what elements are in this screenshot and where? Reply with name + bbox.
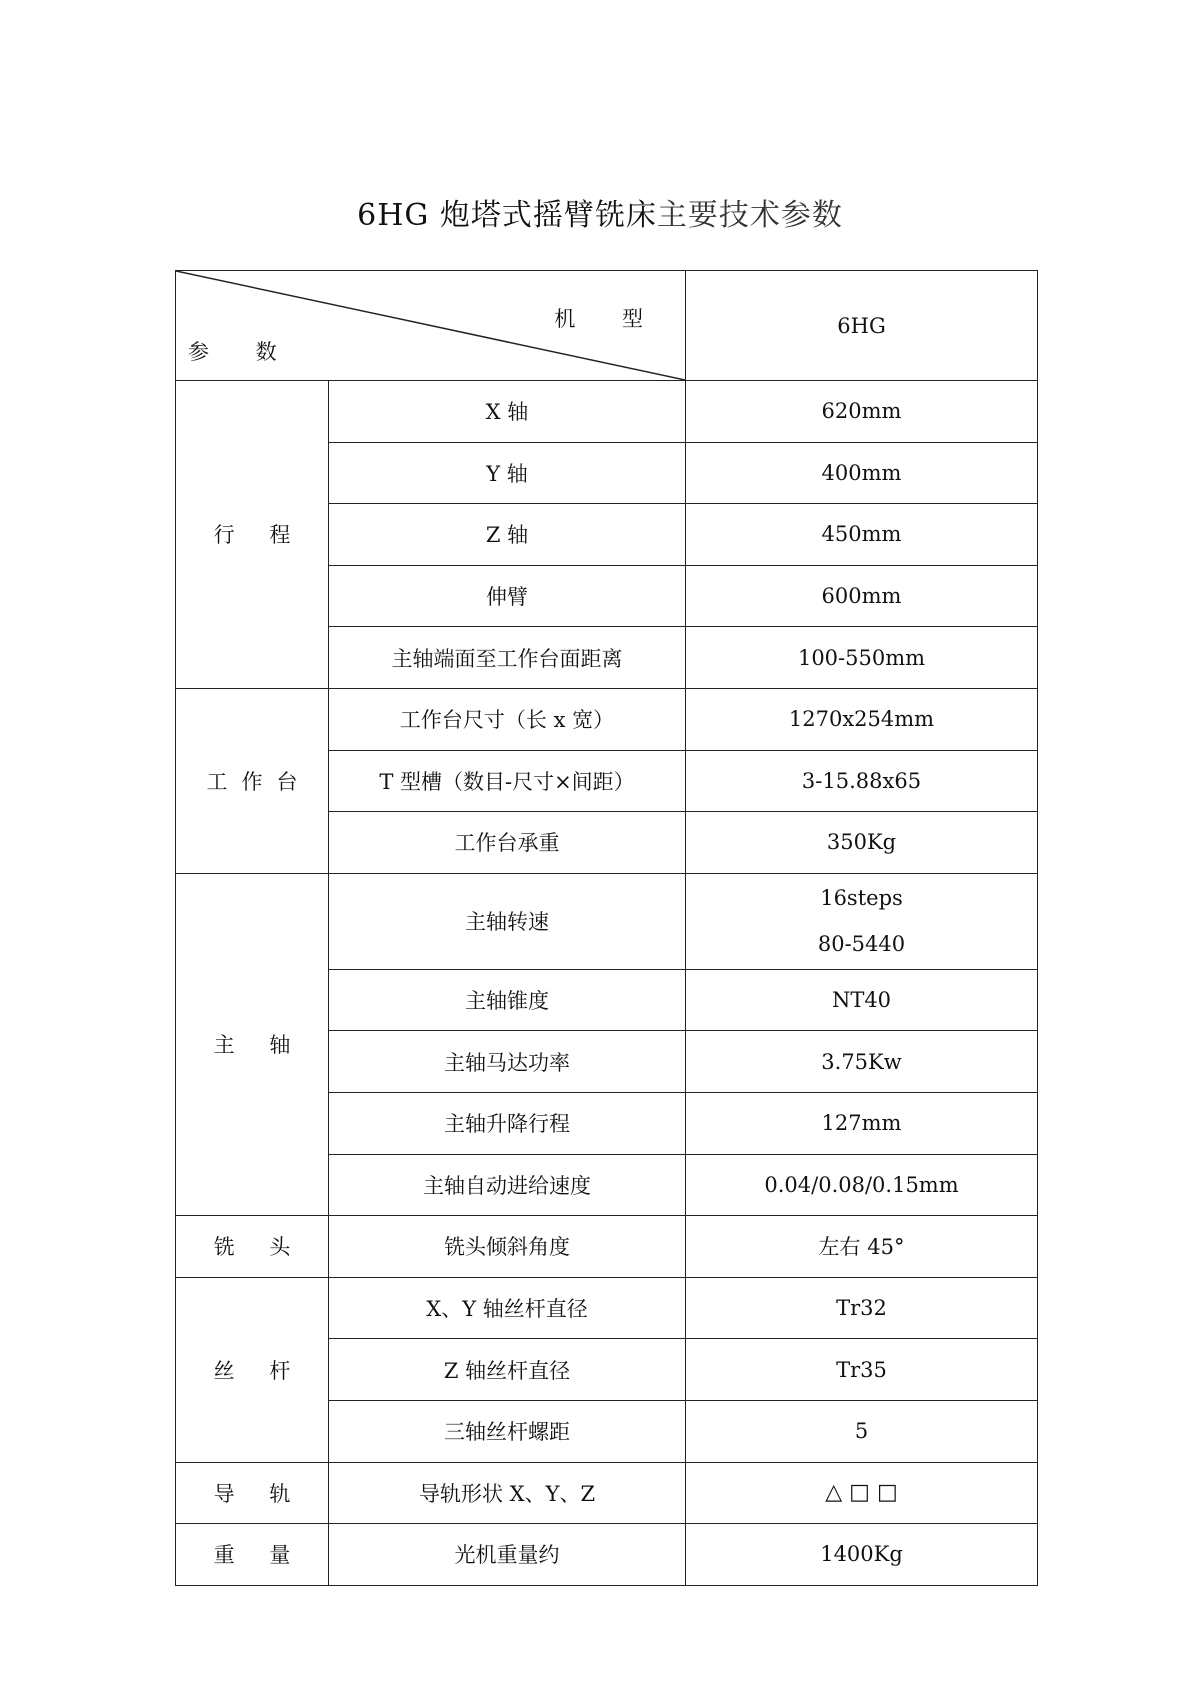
table-row — [176, 1462, 1038, 1524]
table-row — [176, 873, 1038, 969]
group-weight: 重 量 — [176, 1524, 329, 1586]
value-cell: 127mm — [686, 1092, 1038, 1154]
param-cell: X 轴 — [329, 381, 686, 443]
value-cell: 450mm — [686, 504, 1038, 566]
value-cell: 600mm — [686, 565, 1038, 627]
title-main: 6HG 炮塔式摇臂铣床 — [357, 198, 657, 233]
param-cell: 主轴转速 — [329, 873, 686, 969]
page-title — [0, 190, 1200, 234]
speed-range: 80-5440 — [817, 932, 906, 957]
param-cell: Z 轴 — [329, 504, 686, 566]
param-cell: 铣头倾斜角度 — [329, 1216, 686, 1278]
group-guide: 导 轨 — [176, 1462, 329, 1524]
value-cell — [686, 873, 1038, 969]
param-cell: 主轴马达功率 — [329, 1031, 686, 1093]
param-label: 参 数 — [188, 340, 297, 364]
table-row — [176, 1277, 1038, 1339]
value-cell: 左右 45° — [686, 1216, 1038, 1278]
value-cell: 1270x254mm — [686, 688, 1038, 750]
group-head: 铣 头 — [176, 1216, 329, 1278]
param-cell: Z 轴丝杆直径 — [329, 1339, 686, 1401]
param-cell: X、Y 轴丝杆直径 — [329, 1277, 686, 1339]
table-row — [176, 381, 1038, 443]
group-table: 工作台 — [176, 688, 329, 873]
param-cell: 主轴锥度 — [329, 969, 686, 1031]
value-cell: 3.75Kw — [686, 1031, 1038, 1093]
param-cell: Y 轴 — [329, 442, 686, 504]
title-rest: 主要技术参数 — [656, 198, 843, 233]
spec-table — [175, 270, 1038, 1586]
param-cell: 主轴升降行程 — [329, 1092, 686, 1154]
value-cell: 620mm — [686, 381, 1038, 443]
value-cell: △ □ □ — [686, 1462, 1038, 1524]
group-spindle: 主 轴 — [176, 873, 329, 1215]
param-cell: 工作台承重 — [329, 812, 686, 874]
param-cell: 光机重量约 — [329, 1524, 686, 1586]
group-screw: 丝 杆 — [176, 1277, 329, 1462]
table-row — [176, 1524, 1038, 1586]
param-cell: 导轨形状 X、Y、Z — [329, 1462, 686, 1524]
value-cell: Tr32 — [686, 1277, 1038, 1339]
table-row — [176, 1216, 1038, 1278]
group-travel: 行 程 — [176, 381, 329, 689]
value-cell: NT40 — [686, 969, 1038, 1031]
value-cell: 400mm — [686, 442, 1038, 504]
value-cell: 0.04/0.08/0.15mm — [686, 1154, 1038, 1216]
value-cell: 5 — [686, 1400, 1038, 1462]
speed-steps: 16steps — [820, 886, 903, 911]
param-cell: T 型槽（数目-尺寸×间距） — [329, 750, 686, 812]
diagonal-header-cell — [176, 271, 686, 381]
param-cell: 三轴丝杆螺距 — [329, 1400, 686, 1462]
model-value: 6HG — [686, 271, 1038, 381]
model-label: 机 型 — [554, 307, 663, 331]
param-cell: 主轴端面至工作台面距离 — [329, 627, 686, 689]
value-cell: Tr35 — [686, 1339, 1038, 1401]
value-cell: 1400Kg — [686, 1524, 1038, 1586]
value-cell: 100-550mm — [686, 627, 1038, 689]
header-row — [176, 271, 1038, 381]
param-cell: 工作台尺寸（长 x 宽） — [329, 688, 686, 750]
value-cell: 350Kg — [686, 812, 1038, 874]
value-cell: 3-15.88x65 — [686, 750, 1038, 812]
table-row — [176, 688, 1038, 750]
param-cell: 主轴自动进给速度 — [329, 1154, 686, 1216]
param-cell: 伸臂 — [329, 565, 686, 627]
